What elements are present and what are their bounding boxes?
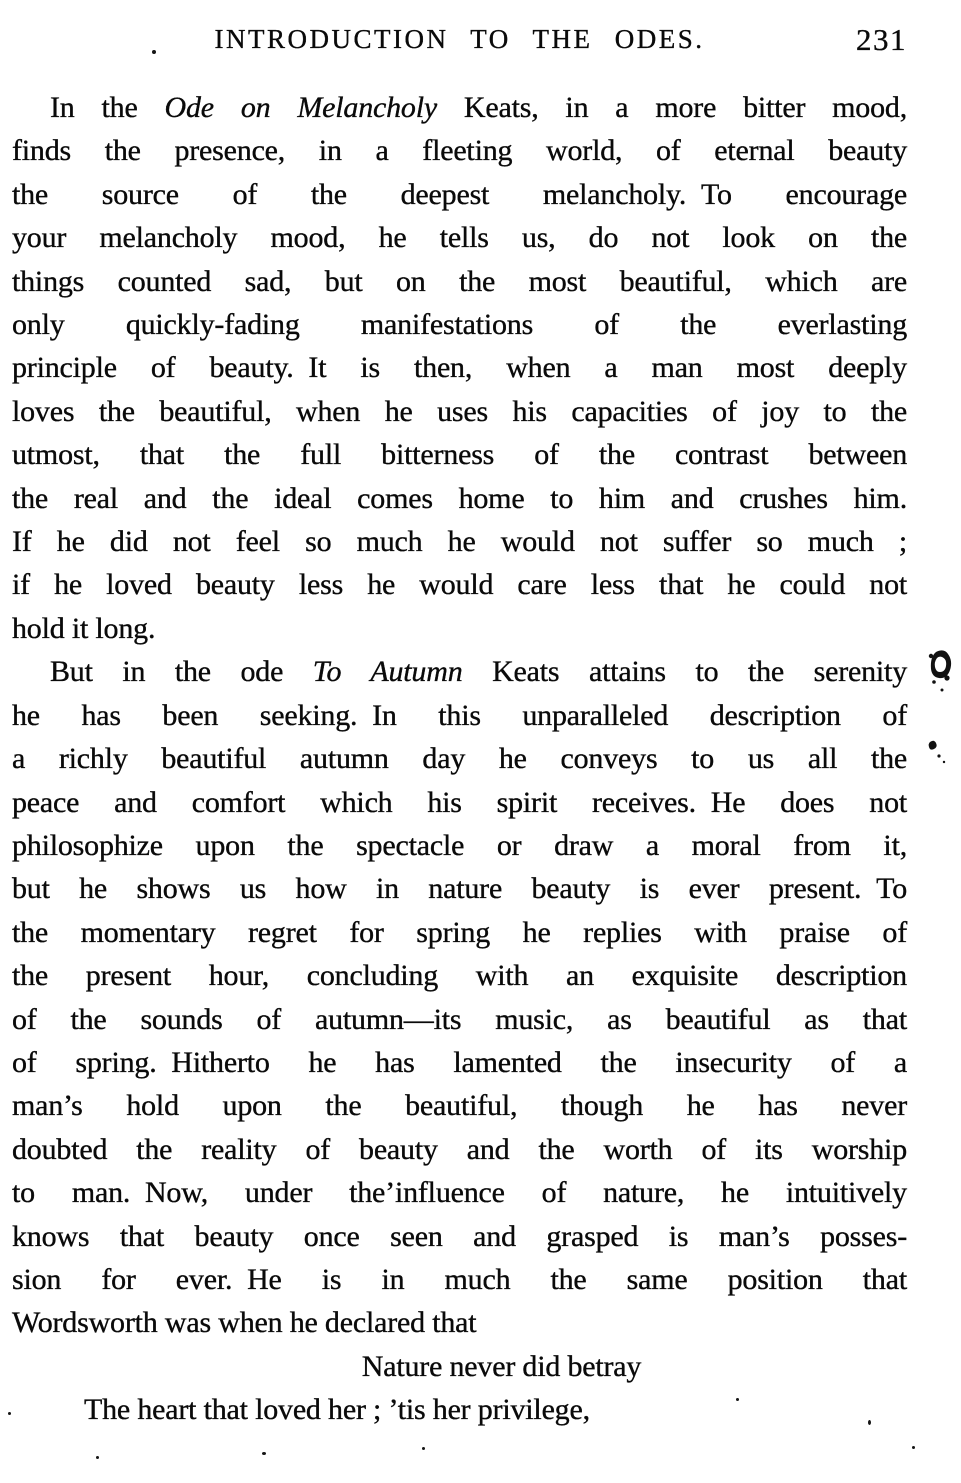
page-number: 231 [856,22,907,57]
text-segment: Keats attains to the serenity [462,655,907,689]
scan-speck [868,1420,871,1425]
text-line: but he shows us how in nature beauty is ever present. To [12,872,907,906]
text-segment: Keats, in a more bitter mood, [436,91,907,124]
text-segment: But in the ode [50,655,313,689]
text-line: If he did not feel so much he would not suffer so much ; [12,525,907,559]
text-segment: In the [50,91,165,124]
text-line: sion for ever. He is in much the same position that [12,1262,907,1296]
scan-speck [736,1398,739,1401]
text-line: peace and comfort which his spirit receives. He does not [12,785,907,819]
text-line: things counted sad, but on the most beautiful, which are [12,264,907,298]
text-line: Wordsworth was when he declared that [12,1306,477,1340]
text-line: utmost, that the full bitterness of the contrast between [12,438,907,472]
scan-speck [262,1452,266,1455]
text-line: loves the beautiful, when he uses his capacities of joy to the [12,394,907,428]
running-head: INTRODUCTION TO THE ODES. [214,24,705,54]
page-body [12,86,907,1432]
text-line: principle of beauty. It is then, when a man most deeply [12,351,907,385]
page-header [12,24,907,64]
text-line: the present hour, concluding with an exquisite description [12,959,907,993]
text-line: knows that beauty once seen and grasped is man’s posses- [12,1219,907,1253]
text-line: finds the presence, in a fleeting world, of eternal beauty [12,134,907,168]
text-line: the momentary regret for spring he replies with praise of [12,915,907,949]
text-line: philosophize upon the spectacle or draw a moral from it, [12,828,907,862]
scan-speck [8,1412,11,1415]
text-line: if he loved beauty less he would care less that he could not [12,568,907,602]
text-line: your melancholy mood, he tells us, do not look on the [12,221,907,255]
work-title-italic: To Autumn [312,655,463,689]
text-line: doubted the reality of beauty and the worth of its worship [12,1132,907,1166]
scan-speck [422,1447,425,1450]
text-line [12,86,907,129]
verse-quote [12,1345,907,1432]
text-line: the real and the ideal comes home to him and crushes him. [12,481,907,515]
text-line: he has been seeking. In this unparalleled description of [12,698,907,732]
scan-speck [96,1456,99,1459]
scan-speck [912,1446,915,1449]
paragraph-to-autumn [12,650,907,1345]
ink-smudge [920,646,960,786]
text-line: man’s hold upon the beautiful, though he has never [12,1089,907,1123]
text-line: the source of the deepest melancholy. To encourage [12,177,907,211]
text-line: only quickly-fading manifestations of the everlasting [12,308,907,342]
text-line [12,650,907,693]
scan-speck [152,50,156,54]
text-line: to man. Now, under the’influence of nature, he intuitively [12,1176,907,1210]
text-line: of the sounds of autumn—its music, as beautiful as that [12,1002,907,1036]
paragraph-ode-on-melancholy [12,86,907,650]
work-title-italic: Ode on Melancholy [164,91,437,124]
text-line: hold it long. [12,611,156,645]
verse-line: Nature never did betray [361,1349,642,1383]
text-line: a richly beautiful autumn day he conveys to us all the [12,742,907,776]
verse-line: The heart that loved her ; ’tis her privilege, [84,1393,590,1427]
text-line: of spring. Hitherto he has lamented the insecurity of a [12,1045,907,1079]
